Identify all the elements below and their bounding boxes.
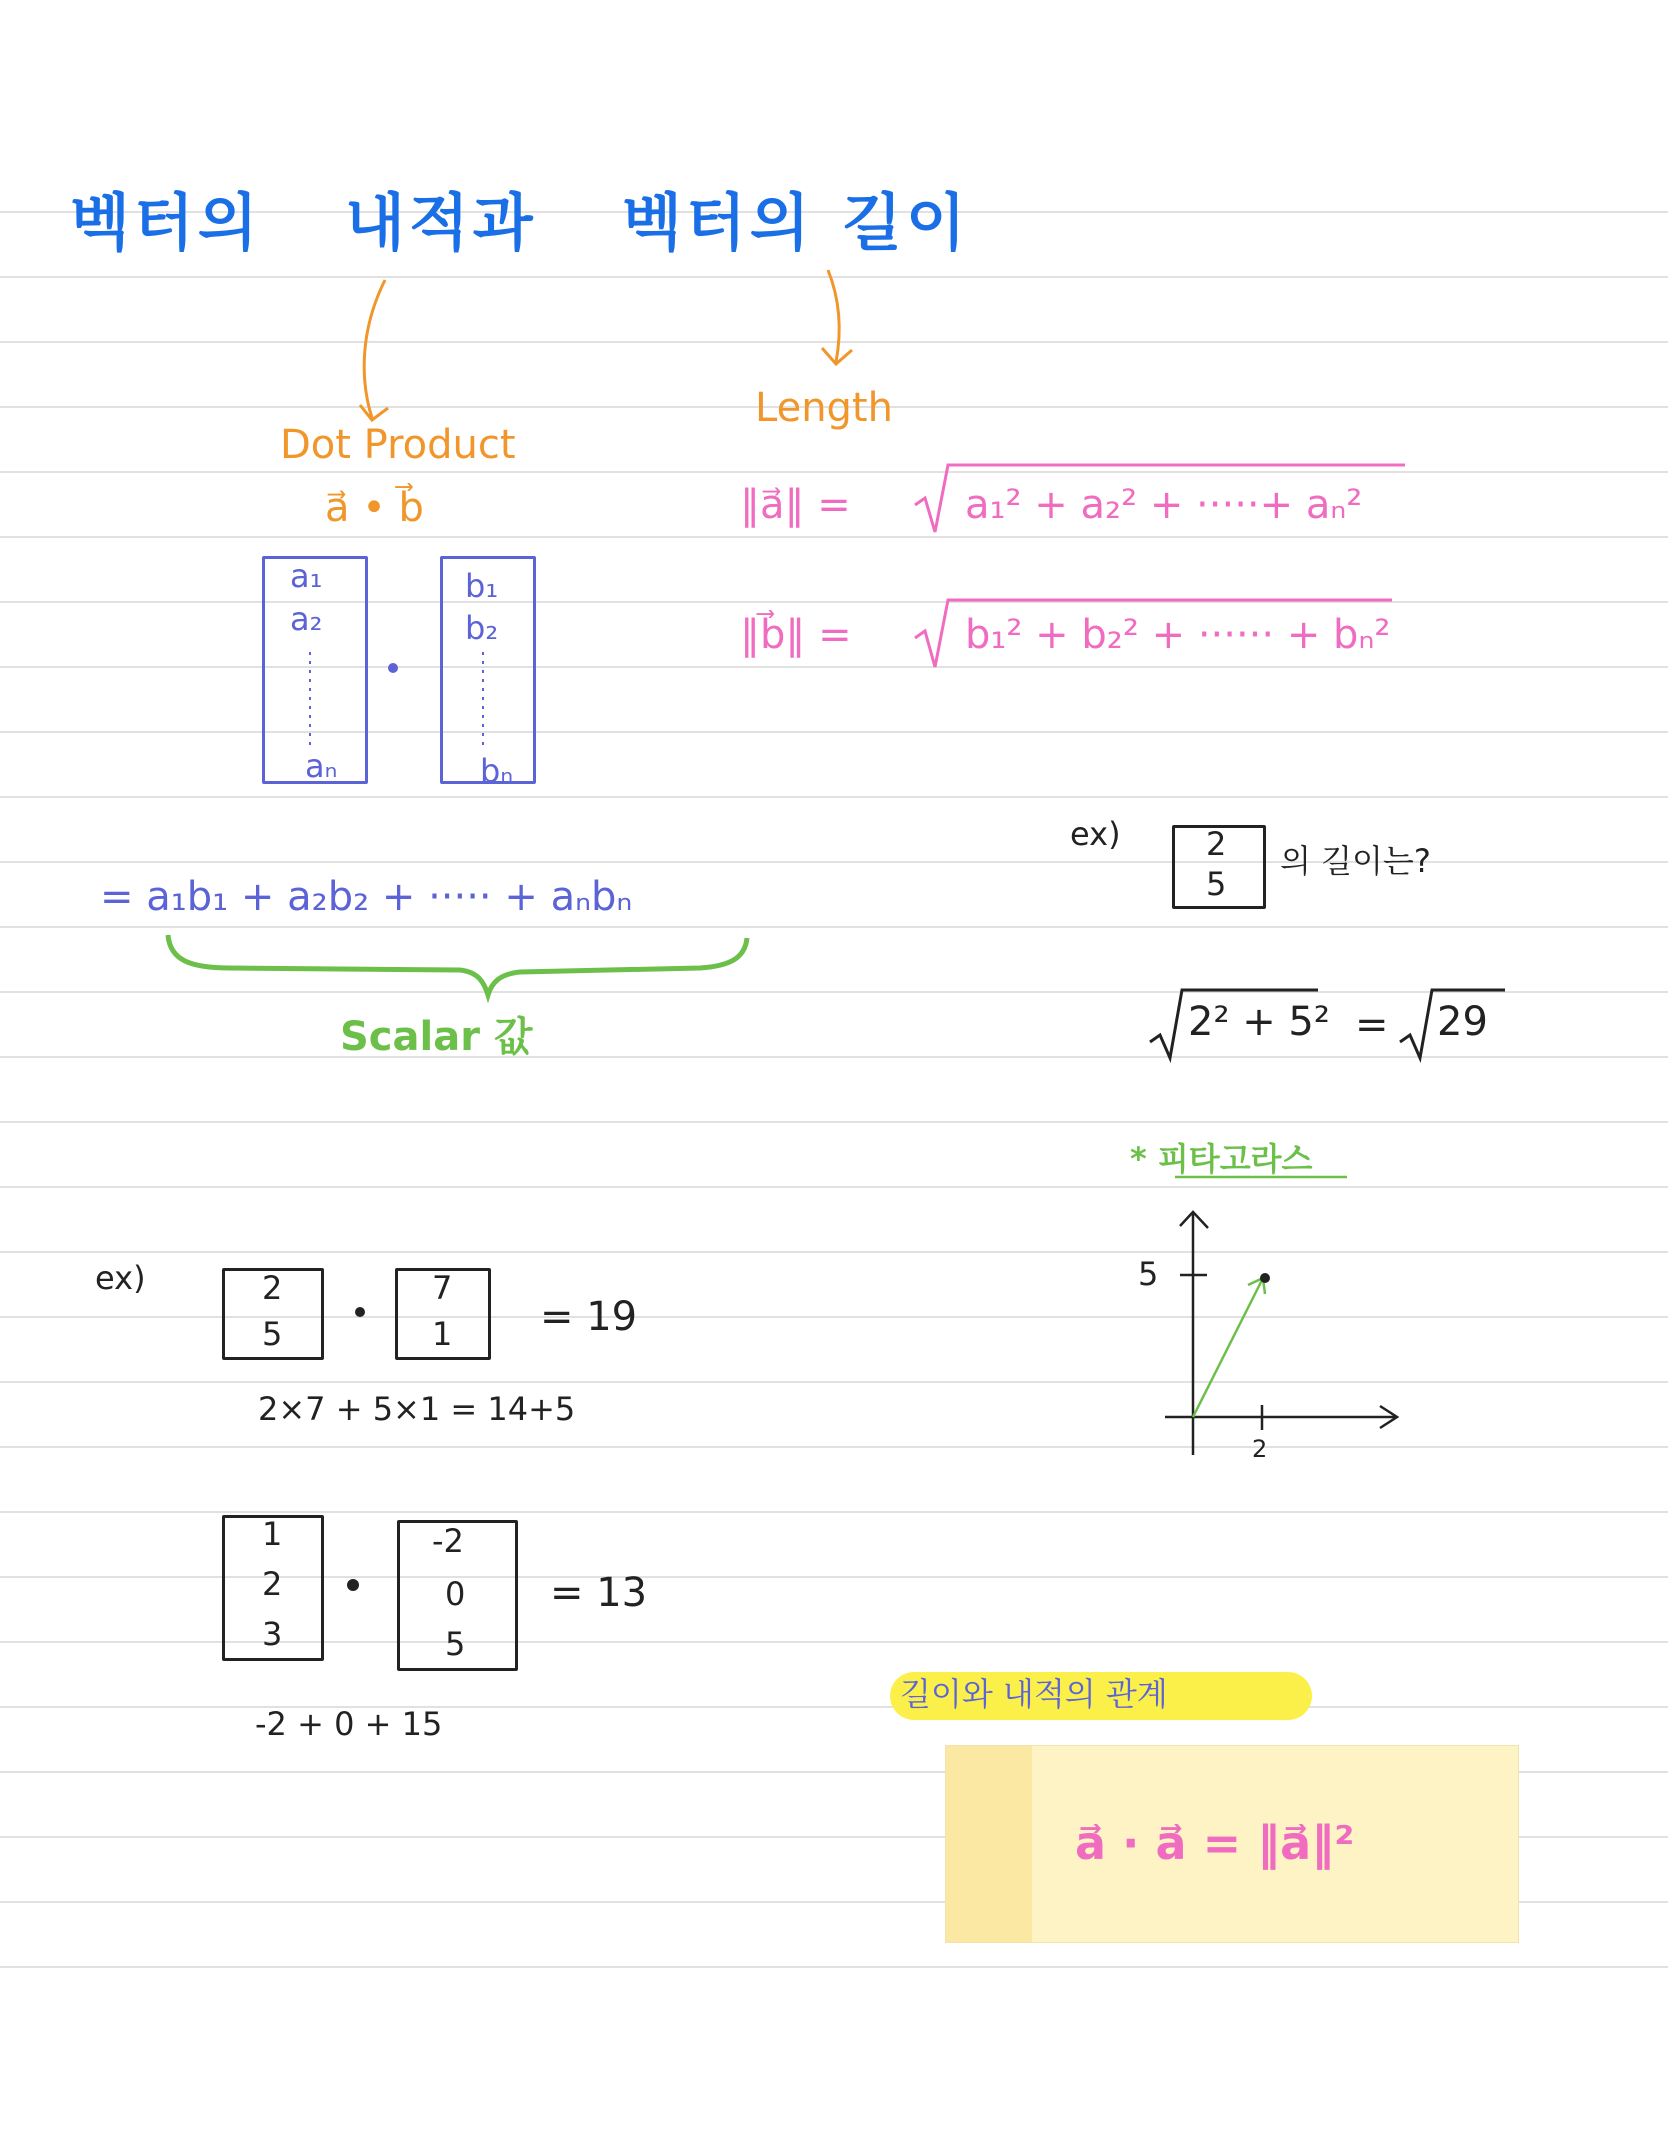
a-norm-lhs: ‖a⃗‖ =: [740, 482, 851, 528]
arrow-to-dot-product: [364, 280, 385, 418]
ex1-result: = 19: [540, 1294, 638, 1340]
ex2-v1-item-1: 1: [262, 1515, 283, 1553]
vector-a-item-1: a₁: [290, 557, 323, 595]
vector-b-item-2: b₂: [465, 609, 499, 647]
ex-length-vector-2: 5: [1206, 865, 1227, 903]
title-vector-2: 벡터의: [622, 186, 814, 259]
ex2-v2-item-3: 5: [445, 1625, 466, 1663]
ex2-v1-item-3: 3: [262, 1615, 283, 1653]
b-norm-lhs: ‖b⃗‖ =: [740, 612, 852, 658]
graph-vector-arrow: [1193, 1280, 1262, 1417]
dot-product-notation: a⃗ • b⃗: [325, 485, 424, 531]
ex2-result: = 13: [550, 1570, 648, 1616]
vector-b-item-1: b₁: [465, 567, 499, 605]
ex2-calc: -2 + 0 + 15: [255, 1705, 443, 1743]
vector-b-item-n: bₙ: [480, 752, 514, 790]
pythagoras-label: * 피타고라스: [1130, 1140, 1313, 1178]
ex-length-calc-rhs: 29: [1437, 999, 1488, 1045]
length-label: Length: [755, 385, 893, 431]
relation-heading: 길이와 내적의 관계: [900, 1675, 1168, 1713]
scalar-label: Scalar 값: [340, 1014, 533, 1060]
scalar-brace: [168, 935, 747, 995]
ex1-v1-item-2: 5: [262, 1315, 283, 1353]
ex-length-calc-lhs: 2² + 5²: [1188, 999, 1330, 1045]
ex-length-prefix: ex): [1070, 815, 1121, 853]
dot-product-sum-formula: = a₁b₁ + a₂b₂ + ····· + aₙbₙ: [100, 874, 633, 920]
ex1-v2-item-1: 7: [432, 1269, 453, 1307]
title-dot-product: 내적과: [345, 186, 537, 259]
dot-product-label: Dot Product: [280, 422, 516, 468]
ex-length-calc-eq: =: [1355, 1002, 1389, 1048]
sticky-note-strip: [946, 1746, 1032, 1942]
graph-y-tick-label: 5: [1138, 1255, 1159, 1293]
ex-length-question: 의 길이는?: [1280, 842, 1431, 880]
graph-point: [1260, 1273, 1270, 1283]
arrow-to-length: [828, 270, 839, 362]
ex1-v1-item-1: 2: [262, 1269, 283, 1307]
relation-formula: a⃗ · a⃗ = ‖a⃗‖²: [1075, 1816, 1355, 1870]
ex-dot-prefix: ex): [95, 1259, 146, 1297]
title-vector-1: 벡터의: [70, 186, 262, 259]
ex1-v2-item-2: 1: [432, 1315, 453, 1353]
ex-length-vector-1: 2: [1206, 825, 1227, 863]
b-norm-rhs: b₁² + b₂² + ······ + bₙ²: [965, 612, 1391, 658]
vector-a-item-n: aₙ: [305, 747, 338, 785]
dot-operator: [388, 663, 398, 673]
title-length: 길이: [842, 186, 970, 259]
ex1-calc: 2×7 + 5×1 = 14+5: [258, 1390, 576, 1428]
ex2-v2-item-2: 0: [445, 1575, 466, 1613]
ex2-v1-item-2: 2: [262, 1565, 283, 1603]
ex2-v2-item-1: -2: [432, 1522, 464, 1560]
vector-a-item-2: a₂: [290, 600, 323, 638]
graph-x-tick-label: 2: [1252, 1435, 1268, 1463]
a-norm-rhs: a₁² + a₂² + ·····+ aₙ²: [965, 482, 1363, 528]
